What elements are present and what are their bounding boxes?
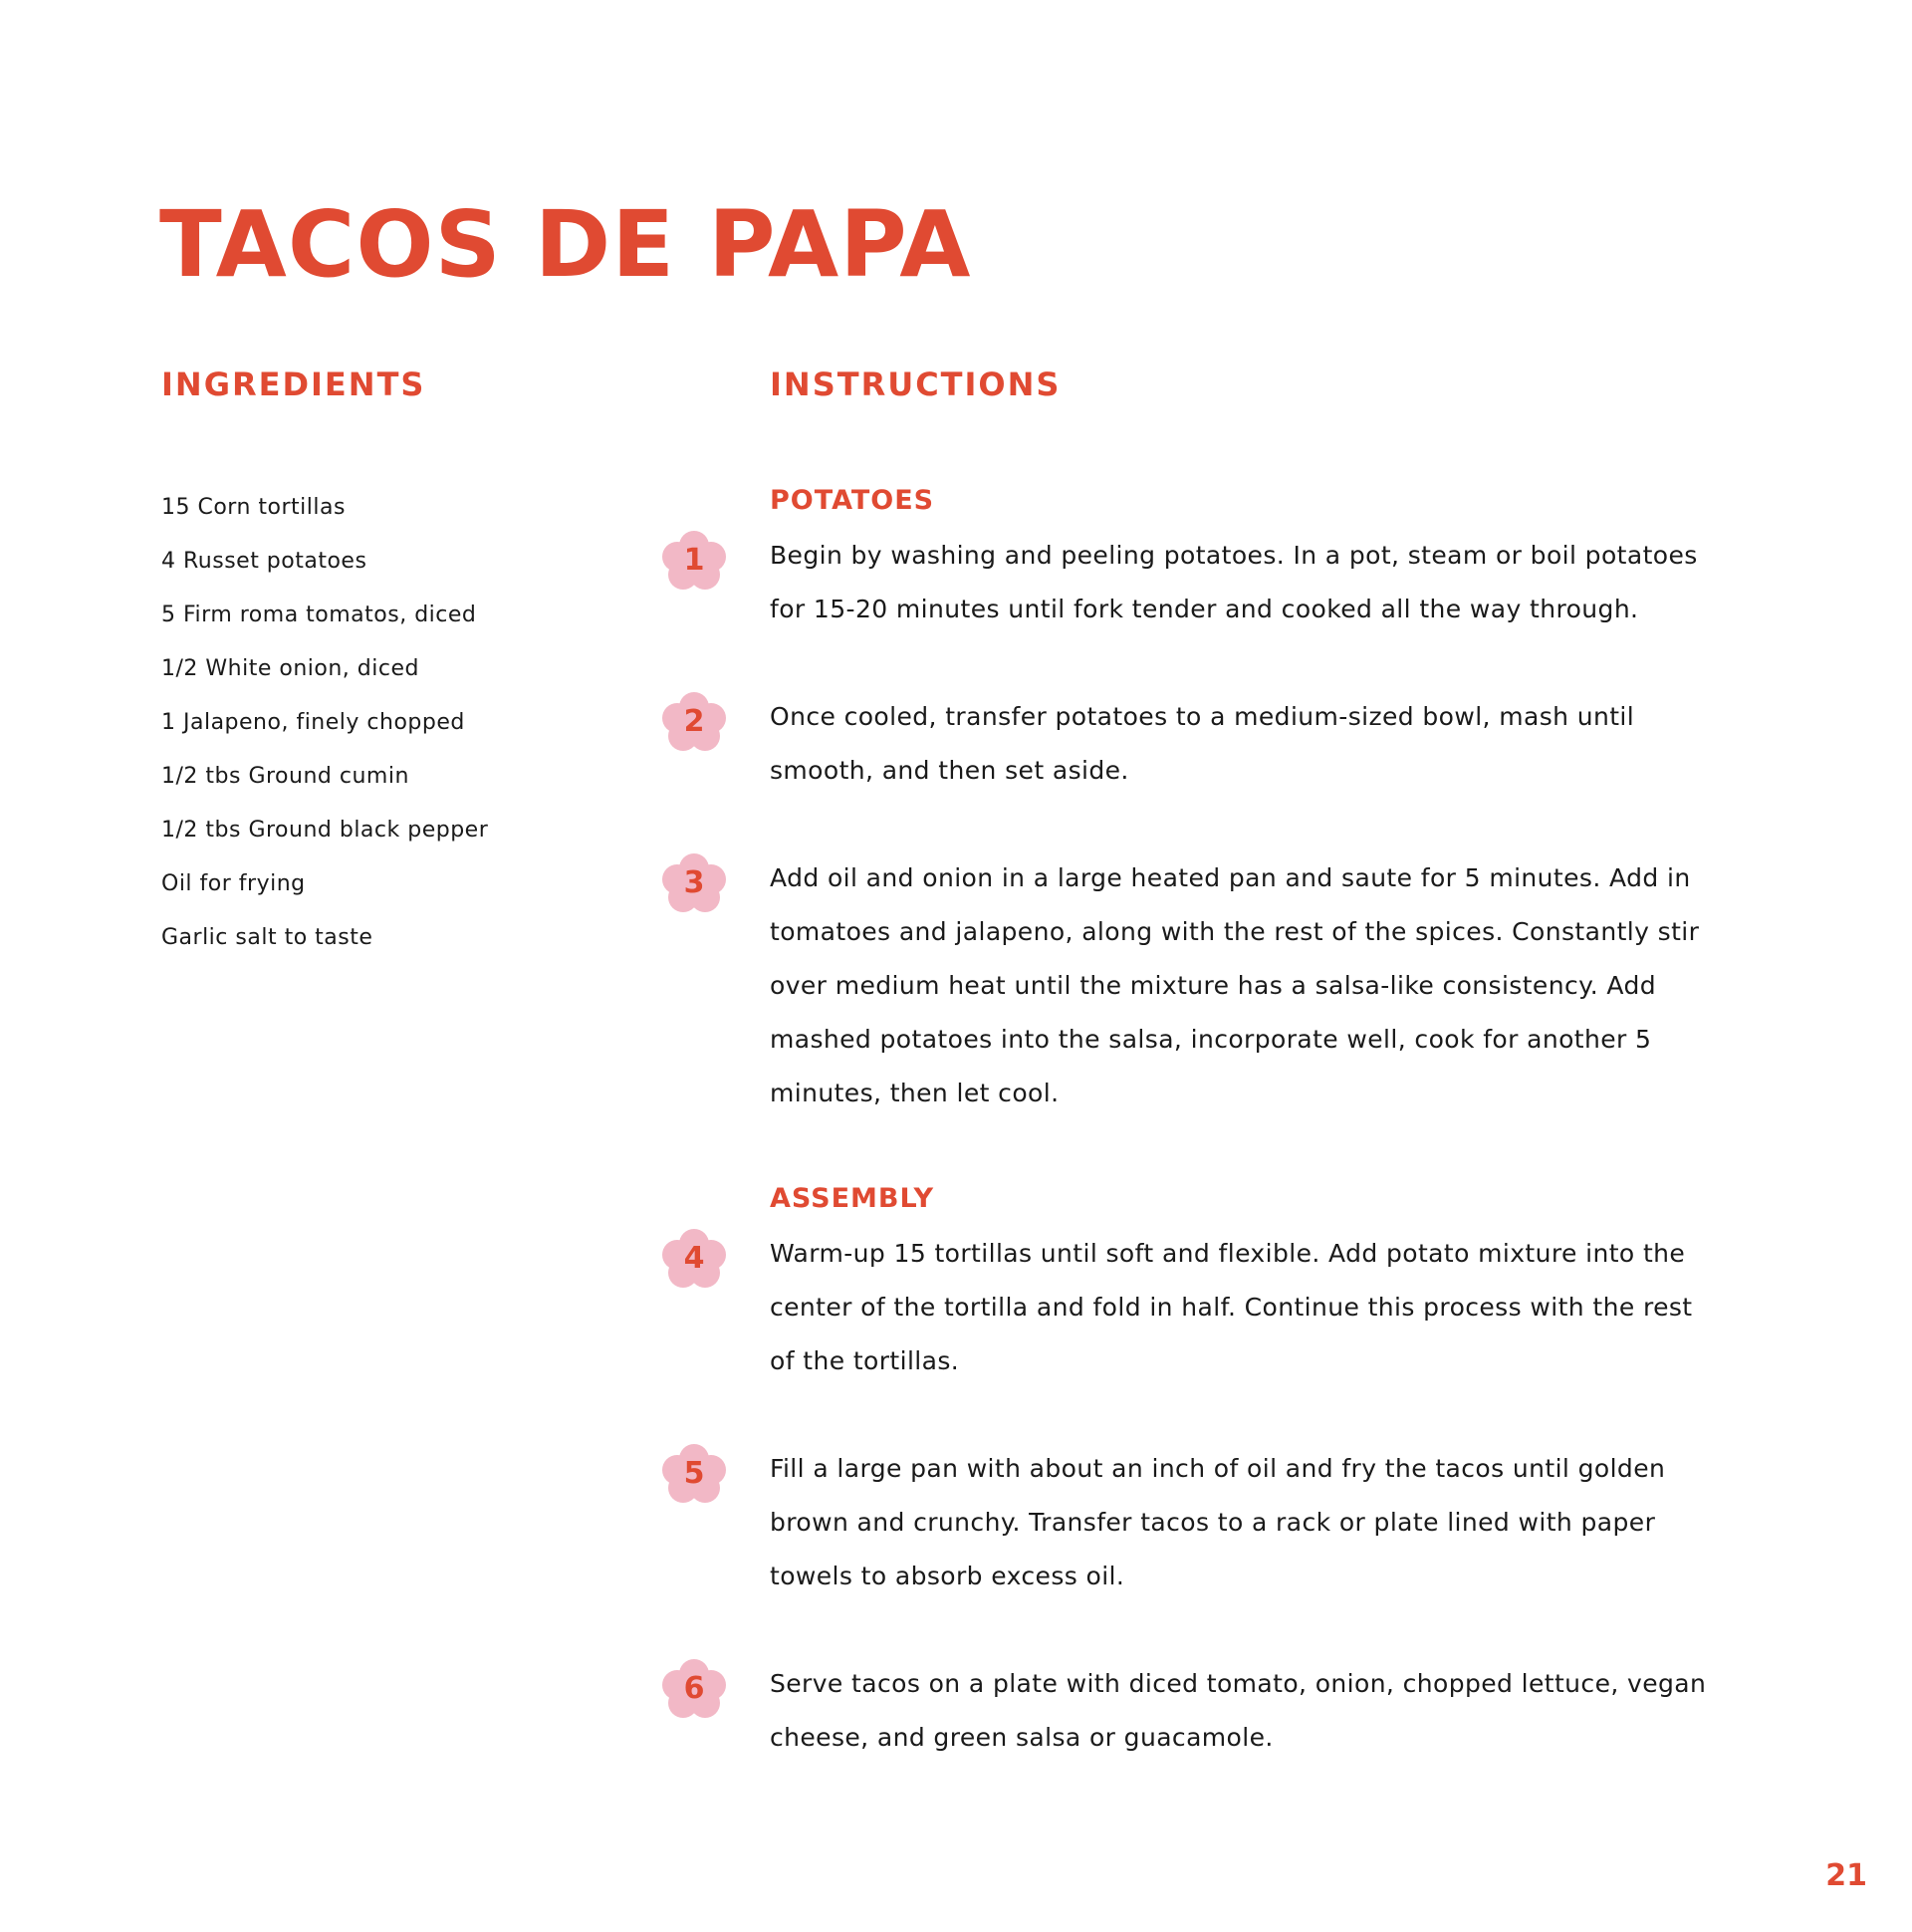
step-text: Begin by washing and peeling potatoes. In a pot, steam or boil potatoes for 15-20 minutes until fork tender and cooked all the way through. [770, 541, 1698, 623]
step-text: Fill a large pan with about an inch of oil and fry the tacos until golden brown and crunchy. Transfer tacos to a rack or plate lined with paper towels to absorb excess oil. [770, 1454, 1666, 1590]
step-number: 2 [683, 704, 705, 739]
page-number: 21 [1825, 1858, 1867, 1893]
ingredient-item: 1 Jalapeno, finely chopped [161, 710, 465, 735]
ingredient-item: 4 Russet potatoes [161, 549, 367, 574]
step-text: Once cooled, transfer potatoes to a medium-sized bowl, mash until smooth, and then set aside. [770, 702, 1635, 785]
ingredient-item: Garlic salt to taste [161, 925, 373, 950]
ingredient-item: 1/2 tbs Ground cumin [161, 764, 409, 789]
ingredient-item: 15 Corn tortillas [161, 495, 346, 520]
step-badge [659, 851, 729, 915]
instructions-heading: INSTRUCTIONS [770, 365, 1062, 403]
step-badge [659, 690, 729, 754]
section-heading-assembly: ASSEMBLY [770, 1183, 935, 1214]
step-number: 5 [683, 1456, 705, 1491]
step-number: 1 [683, 543, 705, 578]
ingredients-heading: INGREDIENTS [161, 365, 426, 403]
ingredients-list [161, 481, 488, 965]
section-heading-potatoes: POTATOES [770, 485, 935, 516]
step-badge [659, 1227, 729, 1291]
ingredient-item: 1/2 tbs Ground black pepper [161, 818, 489, 843]
step-text: Serve tacos on a plate with diced tomato, onion, chopped lettuce, vegan cheese, and green salsa or guacamole. [770, 1669, 1707, 1752]
step-number: 3 [683, 865, 705, 900]
step-number: 4 [683, 1241, 705, 1276]
recipe-title: TACOS DE PAPA [159, 191, 972, 298]
step-text: Add oil and onion in a large heated pan and saute for 5 minutes. Add in tomatoes and jalapeno, along with the rest of the spices. Constantly stir over medium heat until the mixture has a salsa-like consistency. Add mashed potatoes into the salsa, incorporate well, cook for another 5 minutes, then let cool. [770, 863, 1700, 1107]
step-badge [659, 1442, 729, 1506]
ingredient-item: 5 Firm roma tomatos, diced [161, 603, 477, 627]
step-badge [659, 529, 729, 593]
ingredient-item: 1/2 White onion, diced [161, 656, 419, 681]
step-text: Warm-up 15 tortillas until soft and flexible. Add potato mixture into the center of the tortilla and fold in half. Continue this process with the rest of the tortillas. [770, 1239, 1693, 1375]
ingredient-item: Oil for frying [161, 871, 306, 896]
step-number: 6 [683, 1671, 705, 1706]
step-badge [659, 1657, 729, 1721]
